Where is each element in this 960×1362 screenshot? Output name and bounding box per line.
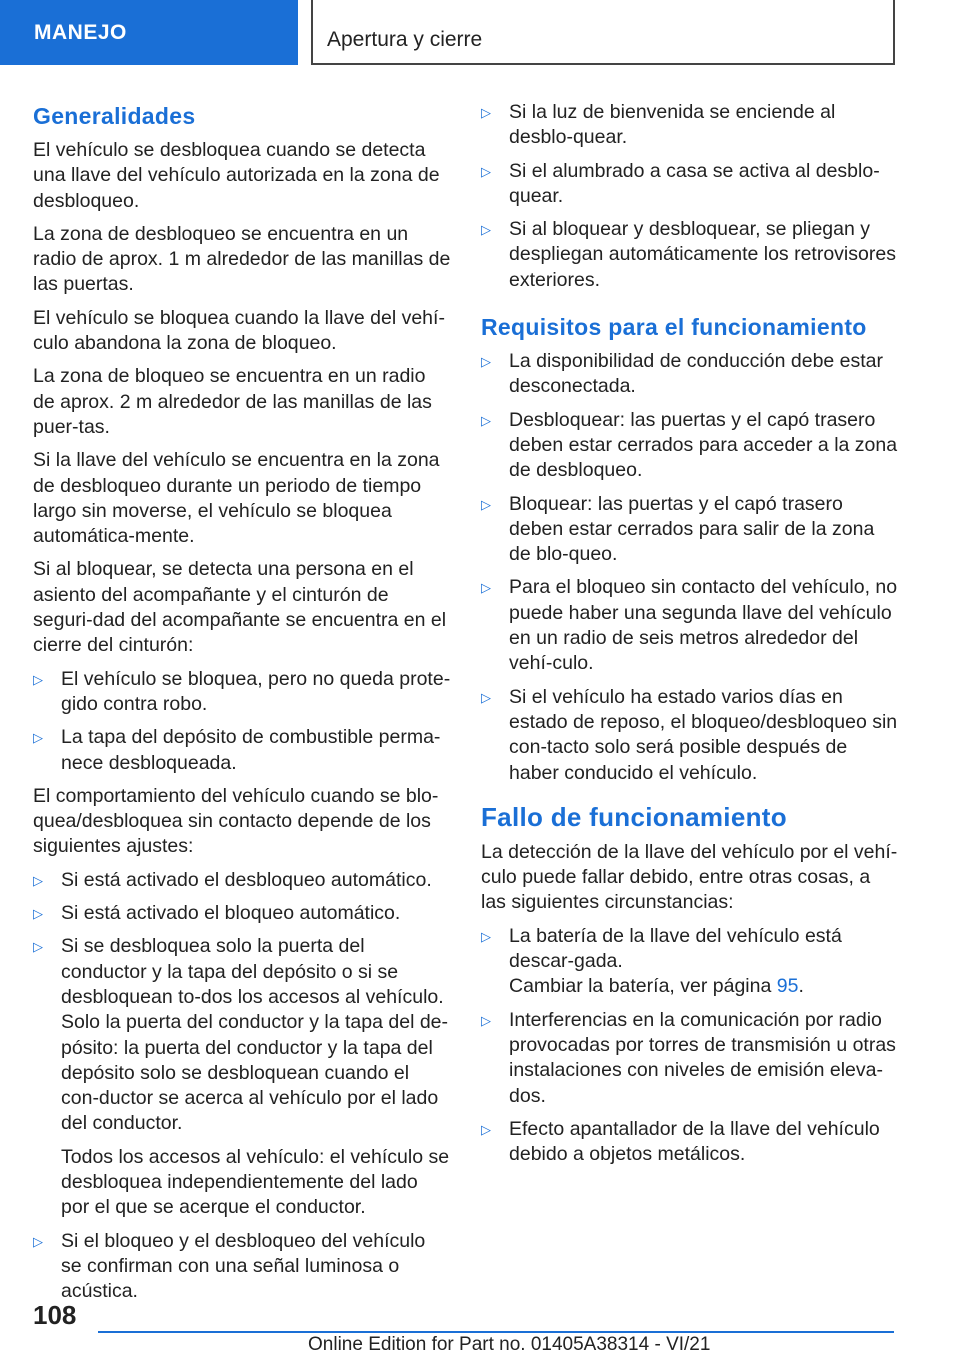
triangle-bullet-icon: ▷ [33, 939, 43, 955]
heading-fallo: Fallo de funcionamiento [481, 801, 787, 832]
page-link[interactable]: 95 [776, 975, 799, 998]
list-item: ▷ Para el bloqueo sin contacto del vehículo, no puede haber una segunda llave del vehículo en un radio de seis metros alrededor del vehí‐culo. [481, 576, 898, 675]
list-item: ▷ Si la luz de bienvenida se enciende al desblo‐quear. [481, 101, 836, 149]
sub-paragraph: Cambiar la batería, ver página 95. [509, 975, 804, 998]
triangle-bullet-icon: ▷ [481, 580, 491, 596]
triangle-bullet-icon: ▷ [481, 1012, 491, 1028]
paragraph: El vehículo se desbloquea cuando se detecta una llave del vehículo autorizada en la zona de desbloqueo. [33, 139, 440, 212]
list-item: ▷ La disponibilidad de conducción debe estar desconectada. [481, 350, 884, 398]
triangle-bullet-icon: ▷ [33, 1233, 43, 1249]
triangle-bullet-icon: ▷ [481, 163, 491, 179]
triangle-bullet-icon: ▷ [481, 689, 491, 705]
list-item: ▷ La tapa del depósito de combustible perma‐nece desbloqueada. [33, 726, 441, 774]
triangle-bullet-icon: ▷ [481, 1121, 491, 1137]
paragraph: El vehículo se bloquea cuando la llave del vehí‐culo abandona la zona de bloqueo. [33, 306, 445, 355]
list-item: ▷ Si se desbloquea solo la puerta del conductor y la tapa del depósito o si se desbloquean to‐dos los accesos al vehículo. Solo la puerta del conductor y la tapa del de‐pósito: la puerta del conductor y la tapa del depósito solo se desbloquean cuando el con‐ductor se acerca al vehículo por el lado del conductor. Todos los accesos al vehículo: el vehículo se desbloquea independientemente del lado por el que se acerque el conductor. [33, 934, 451, 1220]
right-column [481, 100, 899, 1175]
list-item: ▷ Interferencias en la comunicación por radio provocadas por torres de transmisión u otras instalaciones con niveles de emisión eleva‐dos. [481, 1008, 896, 1107]
bullet-list [481, 100, 899, 293]
list-item: ▷ Efecto apantallador de la llave del vehículo debido a objetos metálicos. [481, 1117, 880, 1166]
list-item: ▷ La batería de la llave del vehículo está descar‐gada. Cambiar la batería, ver página 95. [481, 924, 899, 1000]
list-item: ▷ Si el vehículo ha estado varios días en estado de reposo, el bloqueo/desbloqueo sin con‐tacto solo será posible después de haber conducido el vehículo. [481, 685, 898, 784]
paragraph: La detección de la llave del vehículo por el vehí‐culo puede fallar debido, entre otras cosas, a las siguientes circunstancias: [481, 840, 898, 914]
triangle-bullet-icon: ▷ [33, 872, 43, 888]
triangle-bullet-icon: ▷ [481, 496, 491, 512]
heading-requisitos: Requisitos para el funcionamiento [481, 314, 867, 341]
bullet-list [481, 924, 899, 1168]
bullet-list [481, 349, 899, 786]
left-column [33, 100, 451, 1312]
list-item: ▷ Si está activado el bloqueo automático. [33, 902, 401, 925]
paragraph: Si la llave del vehículo se encuentra en la zona de desbloqueo durante un periodo de tiempo largo sin moverse, el vehículo se bloquea automática‐mente. [33, 449, 440, 548]
paragraph: La zona de desbloqueo se encuentra en un radio de aprox. 1 m alrededor de las manillas de las puertas. [33, 222, 451, 296]
chapter-header [311, 0, 895, 65]
sub-paragraph: Solo la puerta del conductor y la tapa del de‐pósito: la puerta del conductor y la tapa del depósito solo se desbloquean cuando el con‐ductor se acerca al vehículo por el lado del conductor. [61, 1011, 449, 1135]
list-item: ▷ Bloquear: las puertas y el capó trasero deben estar cerrados para salir de la zona de blo‐queo. [481, 492, 875, 566]
chapter-title: Apertura y cierre [327, 28, 483, 51]
paragraph: La zona de bloqueo se encuentra en un radio de aprox. 2 m alrededor de las manillas de las puer‐tas. [33, 365, 432, 438]
triangle-bullet-icon: ▷ [481, 222, 491, 238]
list-item: ▷ Si al bloquear y desbloquear, se pliegan y despliegan automáticamente los retrovisores exteriores. [481, 218, 896, 291]
paragraph: Si al bloquear, se detecta una persona en el asiento del acompañante y el cinturón de seguri‐dad del acompañante se encuentra en el cierre del cinturón: [33, 558, 447, 657]
triangle-bullet-icon: ▷ [33, 906, 43, 922]
paragraph: El comportamiento del vehículo cuando se blo‐quea/desbloquea sin contacto depende de los siguientes ajustes: [33, 784, 439, 858]
list-item: ▷ Si el alumbrado a casa se activa al desblo‐quear. [481, 159, 880, 207]
triangle-bullet-icon: ▷ [33, 671, 43, 687]
list-item: ▷ El vehículo se bloquea, pero no queda prote‐gido contra robo. [33, 667, 451, 715]
triangle-bullet-icon: ▷ [33, 730, 43, 746]
footer-divider [98, 1331, 894, 1333]
triangle-bullet-icon: ▷ [481, 928, 491, 944]
page-number: 108 [33, 1300, 77, 1330]
edition-text: Online Edition for Part no. 01405A38314 - VI/21 [308, 1334, 711, 1355]
sub-paragraph: Todos los accesos al vehículo: el vehículo se desbloquea independientemente del lado por el que se acerque el conductor. [61, 1145, 450, 1219]
section-tab: MANEJO [0, 0, 298, 65]
list-item: ▷ Si está activado el desbloqueo automático. [33, 868, 432, 891]
bullet-list [33, 667, 451, 776]
triangle-bullet-icon: ▷ [481, 105, 491, 120]
triangle-bullet-icon: ▷ [481, 412, 491, 428]
list-item: ▷ Si el bloqueo y el desbloqueo del vehículo se confirman con una señal luminosa o acústica. [33, 1229, 426, 1303]
bullet-list [33, 868, 451, 1305]
triangle-bullet-icon: ▷ [481, 354, 491, 370]
heading-generalidades: Generalidades [33, 103, 196, 129]
list-item: ▷ Desbloquear: las puertas y el capó trasero deben estar cerrados para acceder a la zona de desbloqueo. [481, 408, 898, 482]
